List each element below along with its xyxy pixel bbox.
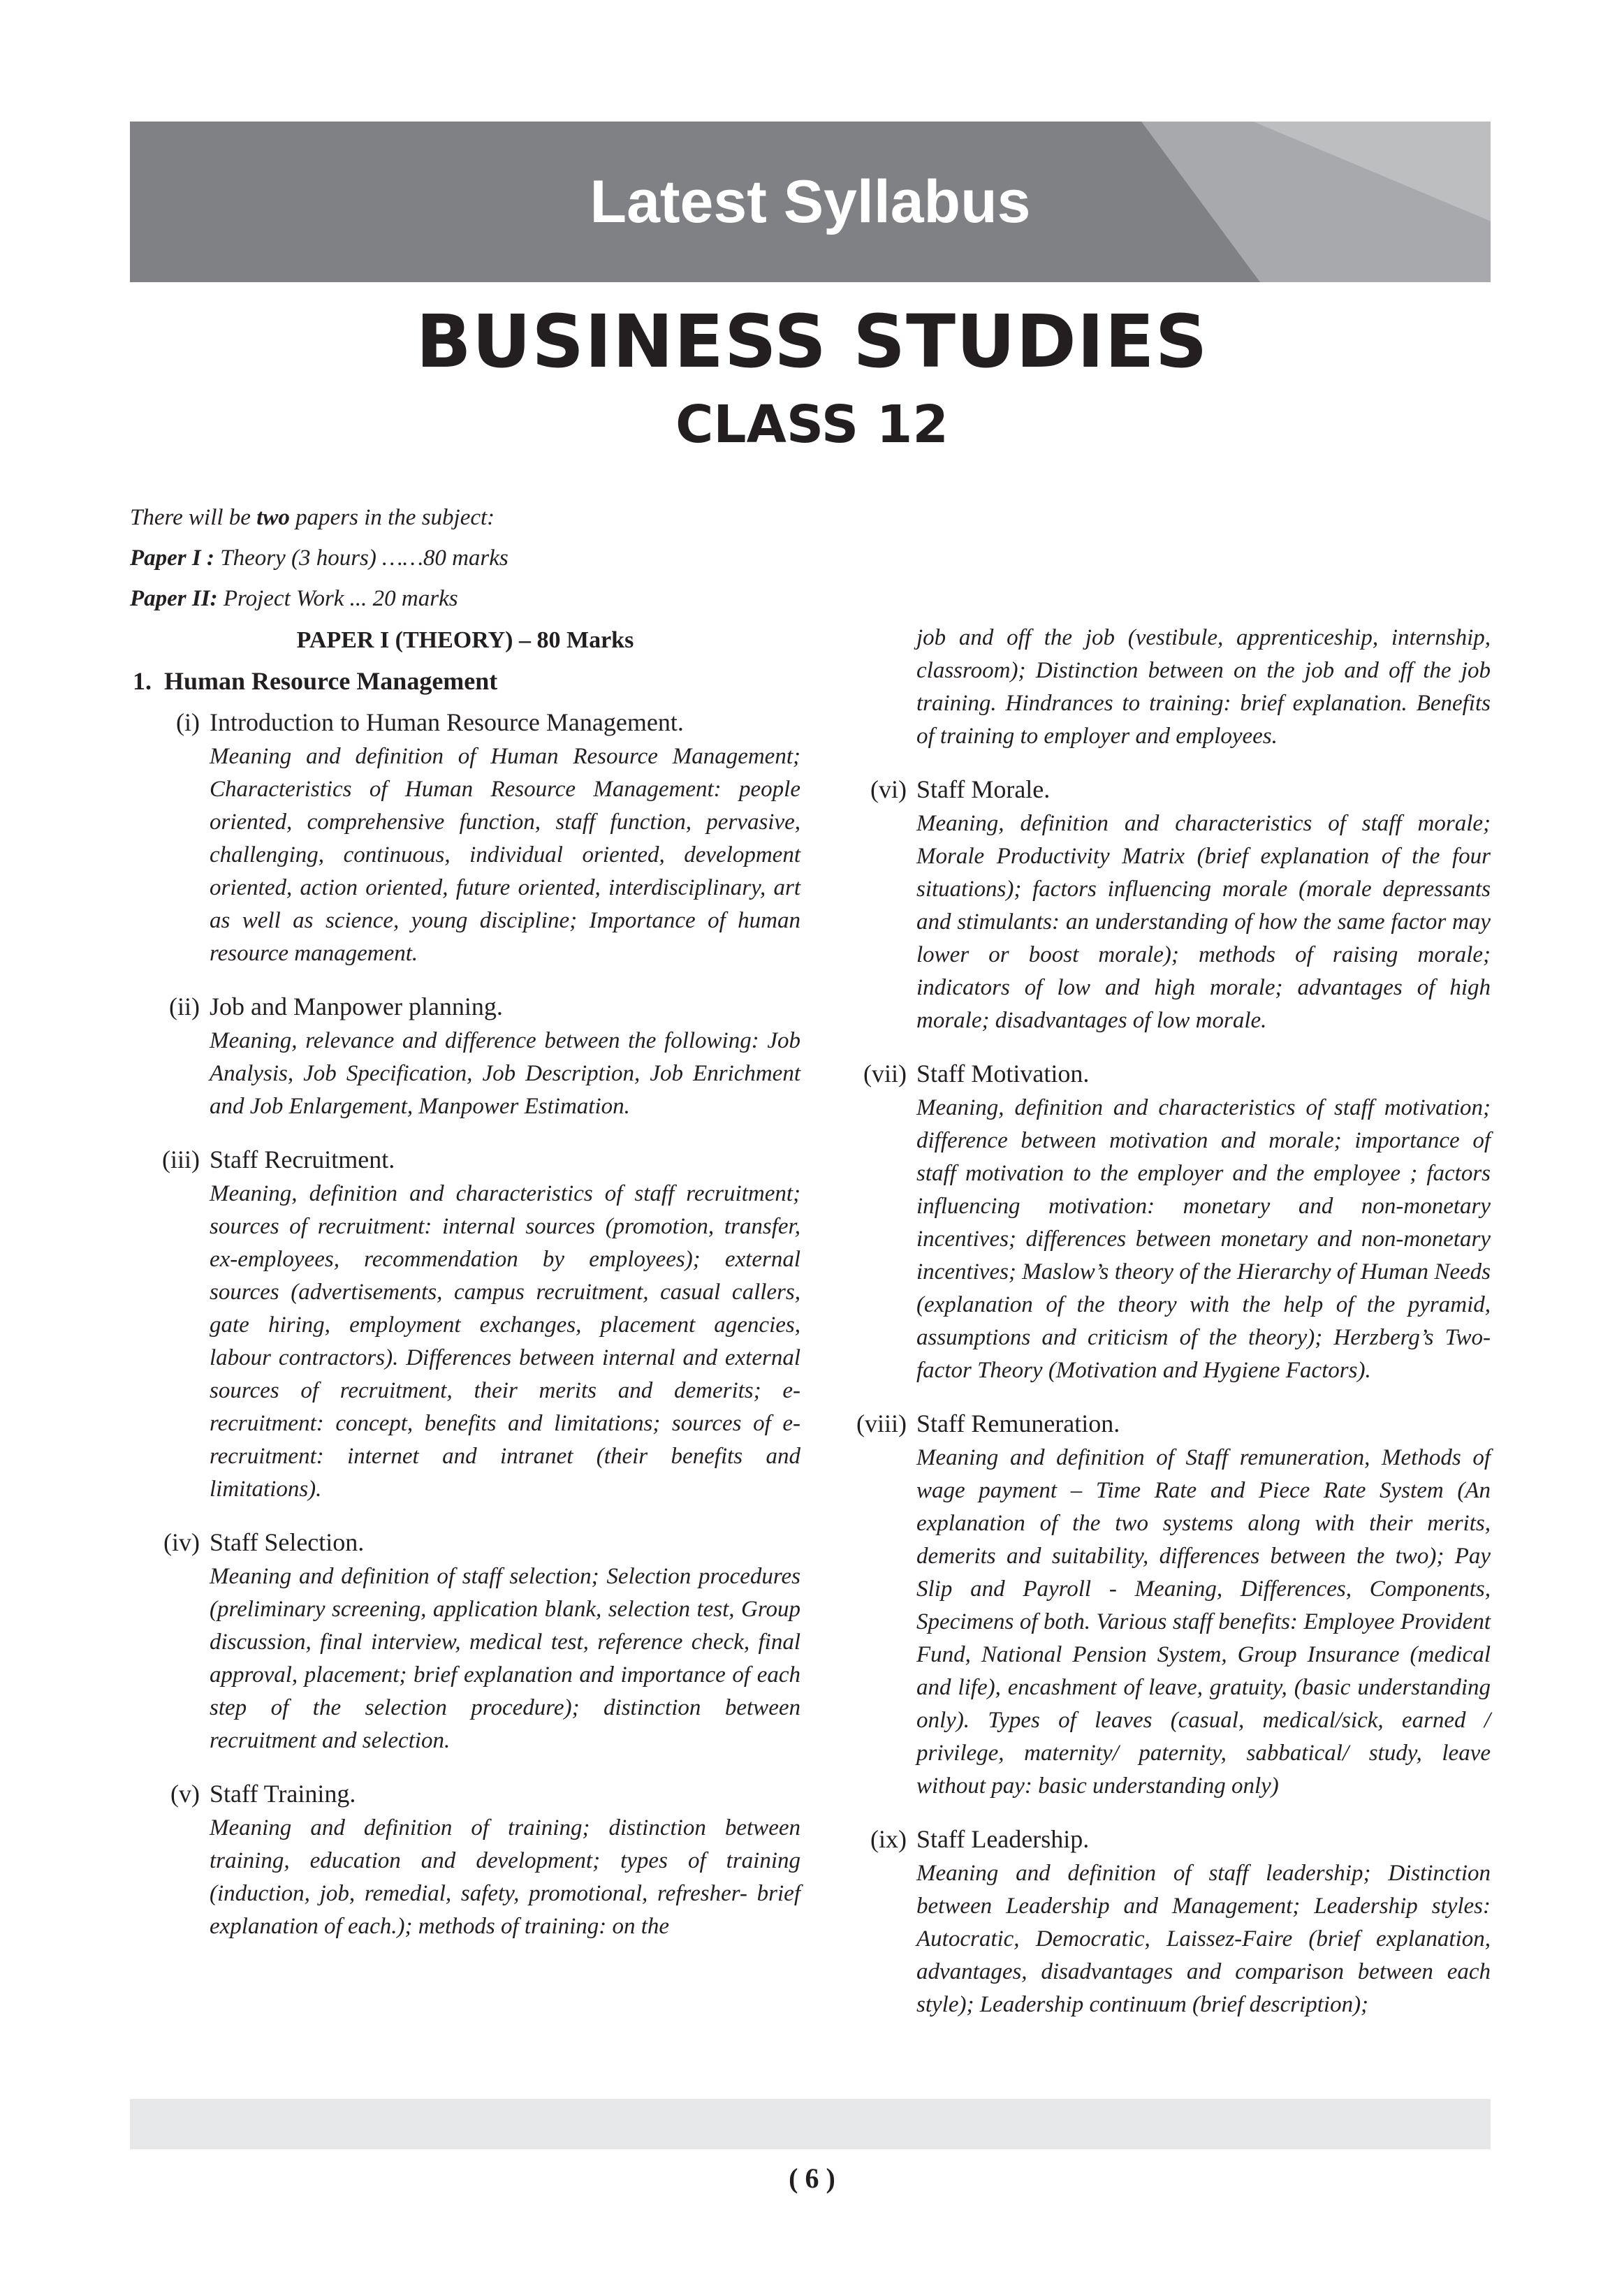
topic-title: Staff Motivation. [916, 1060, 1090, 1088]
page-number: ( 6 ) [789, 2162, 835, 2194]
topic-heading [854, 768, 1491, 807]
paper2-line [130, 578, 828, 619]
topic-heading [854, 1818, 1491, 1857]
topic-heading [130, 986, 800, 1025]
topic-heading [854, 1053, 1491, 1092]
topic-number: (v) [170, 1780, 200, 1808]
intro-emphasis: two [256, 505, 290, 530]
topic-title: Staff Morale. [916, 775, 1051, 803]
topic-description: Meaning and definition of Human Resource Management; Characteristics of Human Resource Management: people oriented, comprehensive function, staff function, pervasive, challenging, continuous, individual oriented, development oriented, action oriented, future oriented, interdisciplinary, art as well as science, young discipline; Importance of human resource management. [210, 744, 800, 966]
paper-heading: PAPER I (THEORY) – 80 Marks [296, 627, 634, 653]
topic-description: Meaning, definition and characteristics of staff morale; Morale Productivity Matrix (brief explanation of the four situations); factors influencing morale (morale depressants and stimulants: an understanding of how the same factor may lower or boost morale); methods of raising morale; indicators of low and high morale; advantages of high morale; disadvantages of low morale. [916, 811, 1491, 1033]
class-title: CLASS 12 [675, 395, 949, 455]
topic-description: Meaning, definition and characteristics of staff motivation; difference between motivation and morale; importance of staff motivation to the employer and the employee ; factors influencing motivation: monetary and non-monetary incentives; differences between monetary and non-monetary incentives; Maslow’s theory of the Hierarchy of Human Needs (explanation of the theory with the help of the pyramid, assumptions and criticism of the theory); Herzberg’s Two-factor Theory (Motivation and Hygiene Factors). [916, 1095, 1491, 1383]
topic-heading [130, 701, 800, 740]
topic-title: Job and Manpower planning. [210, 993, 503, 1020]
paper2-text: Project Work ... 20 marks [217, 586, 458, 611]
topic-description: Meaning and definition of training; distinction between training, education and development; types of training (induction, job, remedial, safety, promotional, refresher- brief explanation of each.); methods of training: on the [210, 1815, 800, 1939]
topic-number: (ix) [870, 1825, 907, 1853]
paper2-label: Paper II: [130, 586, 218, 611]
intro-text: There will be [130, 505, 257, 530]
section-title: Human Resource Management [164, 667, 498, 695]
header-banner [130, 122, 1491, 282]
topic-number: (i) [176, 708, 200, 736]
topic-description: Meaning, definition and characteristics of staff recruitment; sources of recruitment: internal sources (promotion, transfer, ex-employees, recommendation by employees); external sources (advertisements, campus recruitment, casual callers, gate hiring, employment exchanges, placement agencies, labour contractors). Differences between internal and external sources of recruitment, their merits and demerits; e-recruitment: concept, benefits and limitations; sources of e-recruitment: internet and intranet (their benefits and limitations). [210, 1181, 800, 1502]
topic-description: Meaning, relevance and difference between the following: Job Analysis, Job Specification, Job Description, Job Enrichment and Job Enlargement, Manpower Estimation. [210, 1028, 800, 1119]
banner-title: Latest Syllabus [590, 168, 1031, 235]
left-column [130, 620, 800, 1959]
topic-title: Staff Leadership. [916, 1825, 1090, 1853]
topic-heading [854, 1403, 1491, 1442]
topic-number: (vii) [863, 1060, 907, 1088]
intro-line [130, 497, 828, 538]
right-column [854, 622, 1491, 2037]
paper1-label: Paper I : [130, 546, 214, 571]
topic-description-continued: job and off the job (vestibule, apprenticeship, internship, classroom); Distinction between on the job and off the job training. Hindrances to training: brief explanation. Benefits of training to employer and employees. [916, 625, 1491, 749]
topic-number: (iii) [162, 1145, 200, 1173]
topic-description: Meaning and definition of staff leadership; Distinction between Leadership and Management; Leadership styles: Autocratic, Democratic, Laissez-Faire (brief explanation, advantages, disadvantages and comparison between each style); Leadership continuum (brief description); [916, 1861, 1491, 2017]
topic-heading [130, 1139, 800, 1178]
section-heading [130, 661, 800, 701]
footer-bar [130, 2099, 1491, 2149]
topic-title: Staff Recruitment. [210, 1145, 395, 1173]
topic-title: Staff Remuneration. [916, 1410, 1120, 1437]
topic-number: (viii) [856, 1410, 907, 1437]
topic-heading [130, 1773, 800, 1812]
paper1-line [130, 538, 828, 578]
topic-description: Meaning and definition of Staff remuneration, Methods of wage payment – Time Rate and Piece Rate System (An explanation of the two systems along with their merits, demerits and suitability, differences between the two); Pay Slip and Payroll - Meaning, Differences, Components, Specimens of both. Various staff benefits: Employee Provident Fund, National Pension System, Group Insurance (medical and life), encashment of leave, gratuity, (basic understanding only). Types of leaves (casual, medical/sick, earned / privilege, maternity/ paternity, sabbatical/ study, leave without pay: basic understanding only) [916, 1445, 1491, 1799]
section-number: 1. [133, 667, 152, 695]
topic-number: (vi) [870, 775, 907, 803]
topic-heading [130, 1521, 800, 1560]
subject-title: BUSINESS STUDIES [416, 299, 1208, 384]
topic-title: Staff Selection. [210, 1528, 365, 1556]
topic-title: Introduction to Human Resource Management. [210, 708, 684, 736]
topic-title: Staff Training. [210, 1780, 356, 1808]
topic-number: (iv) [163, 1528, 200, 1556]
paper1-text: Theory (3 hours) ……80 marks [214, 546, 509, 571]
topic-number: (ii) [169, 993, 200, 1020]
intro-block [130, 497, 828, 619]
intro-text: papers in the subject: [289, 505, 495, 530]
topic-description: Meaning and definition of staff selection; Selection procedures (preliminary screening, application blank, selection test, Group discussion, final interview, medical test, reference check, final approval, placement; brief explanation and importance of each step of the selection procedure); distinction between recruitment and selection. [210, 1564, 800, 1753]
